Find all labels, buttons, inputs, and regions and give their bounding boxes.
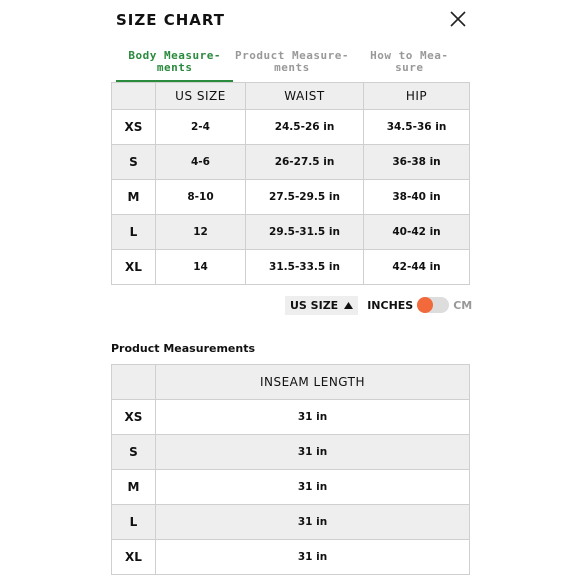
tab-label: sure	[395, 61, 424, 74]
table-row	[112, 110, 470, 145]
table-cell: 40-42 in	[364, 215, 470, 250]
unit-cm-label: CM	[453, 298, 473, 312]
page-title: SIZE CHART	[116, 11, 226, 29]
table-row	[112, 145, 470, 180]
table-cell: 2-4	[156, 110, 246, 145]
tab-product-measurements[interactable]	[233, 48, 350, 82]
table-cell: 14	[156, 250, 246, 285]
table-cell: 31 in	[156, 540, 470, 575]
size-system-select[interactable]	[285, 296, 358, 315]
table-cell: 31 in	[156, 470, 470, 505]
tab-label: How to Mea-	[370, 49, 449, 62]
column-header	[112, 365, 156, 400]
unit-inches-label: INCHES	[367, 298, 414, 312]
tab-body-measurements[interactable]	[116, 48, 233, 82]
triangle-up-icon	[344, 302, 353, 309]
close-icon[interactable]	[448, 9, 468, 29]
column-header: WAIST	[246, 83, 364, 110]
size-system-label: US SIZE	[290, 298, 339, 312]
size-cell: XL	[112, 540, 156, 575]
table-cell: 31 in	[156, 505, 470, 540]
section-heading: Product Measurements	[111, 342, 256, 355]
size-cell: XL	[112, 250, 156, 285]
table-row	[112, 505, 470, 540]
table-row	[112, 215, 470, 250]
size-cell: L	[112, 505, 156, 540]
table-row	[112, 180, 470, 215]
size-cell: XS	[112, 110, 156, 145]
tab-bar	[116, 48, 468, 82]
table-cell: 27.5-29.5 in	[246, 180, 364, 215]
column-header	[112, 83, 156, 110]
table-cell: 26-27.5 in	[246, 145, 364, 180]
tab-how-to-measure[interactable]	[351, 48, 468, 82]
tab-label: ments	[156, 61, 193, 74]
toggle-knob	[417, 297, 433, 313]
table-cell: 36-38 in	[364, 145, 470, 180]
table-row	[112, 435, 470, 470]
table-row	[112, 250, 470, 285]
size-cell: M	[112, 180, 156, 215]
column-header: HIP	[364, 83, 470, 110]
table-cell: 31.5-33.5 in	[246, 250, 364, 285]
column-header: US SIZE	[156, 83, 246, 110]
table-row	[112, 400, 470, 435]
table-cell: 31 in	[156, 400, 470, 435]
table-cell: 31 in	[156, 435, 470, 470]
size-cell: S	[112, 145, 156, 180]
table-row	[112, 470, 470, 505]
unit-toggle[interactable]	[417, 297, 449, 313]
tab-label: ments	[274, 61, 310, 74]
table-cell: 24.5-26 in	[246, 110, 364, 145]
table-cell: 34.5-36 in	[364, 110, 470, 145]
size-cell: L	[112, 215, 156, 250]
table-cell: 4-6	[156, 145, 246, 180]
column-header: INSEAM LENGTH	[156, 365, 470, 400]
size-cell: S	[112, 435, 156, 470]
tab-label: Body Measure-	[128, 49, 221, 62]
table-header-row	[112, 365, 470, 400]
table-header-row	[112, 83, 470, 110]
table-cell: 29.5-31.5 in	[246, 215, 364, 250]
table-cell: 8-10	[156, 180, 246, 215]
body-measurements-table	[111, 82, 470, 285]
table-cell: 12	[156, 215, 246, 250]
table-cell: 42-44 in	[364, 250, 470, 285]
table-row	[112, 540, 470, 575]
size-cell: XS	[112, 400, 156, 435]
product-measurements-table	[111, 364, 470, 575]
size-controls	[285, 294, 472, 316]
size-cell: M	[112, 470, 156, 505]
tab-label: Product Measure-	[235, 49, 349, 62]
table-cell: 38-40 in	[364, 180, 470, 215]
